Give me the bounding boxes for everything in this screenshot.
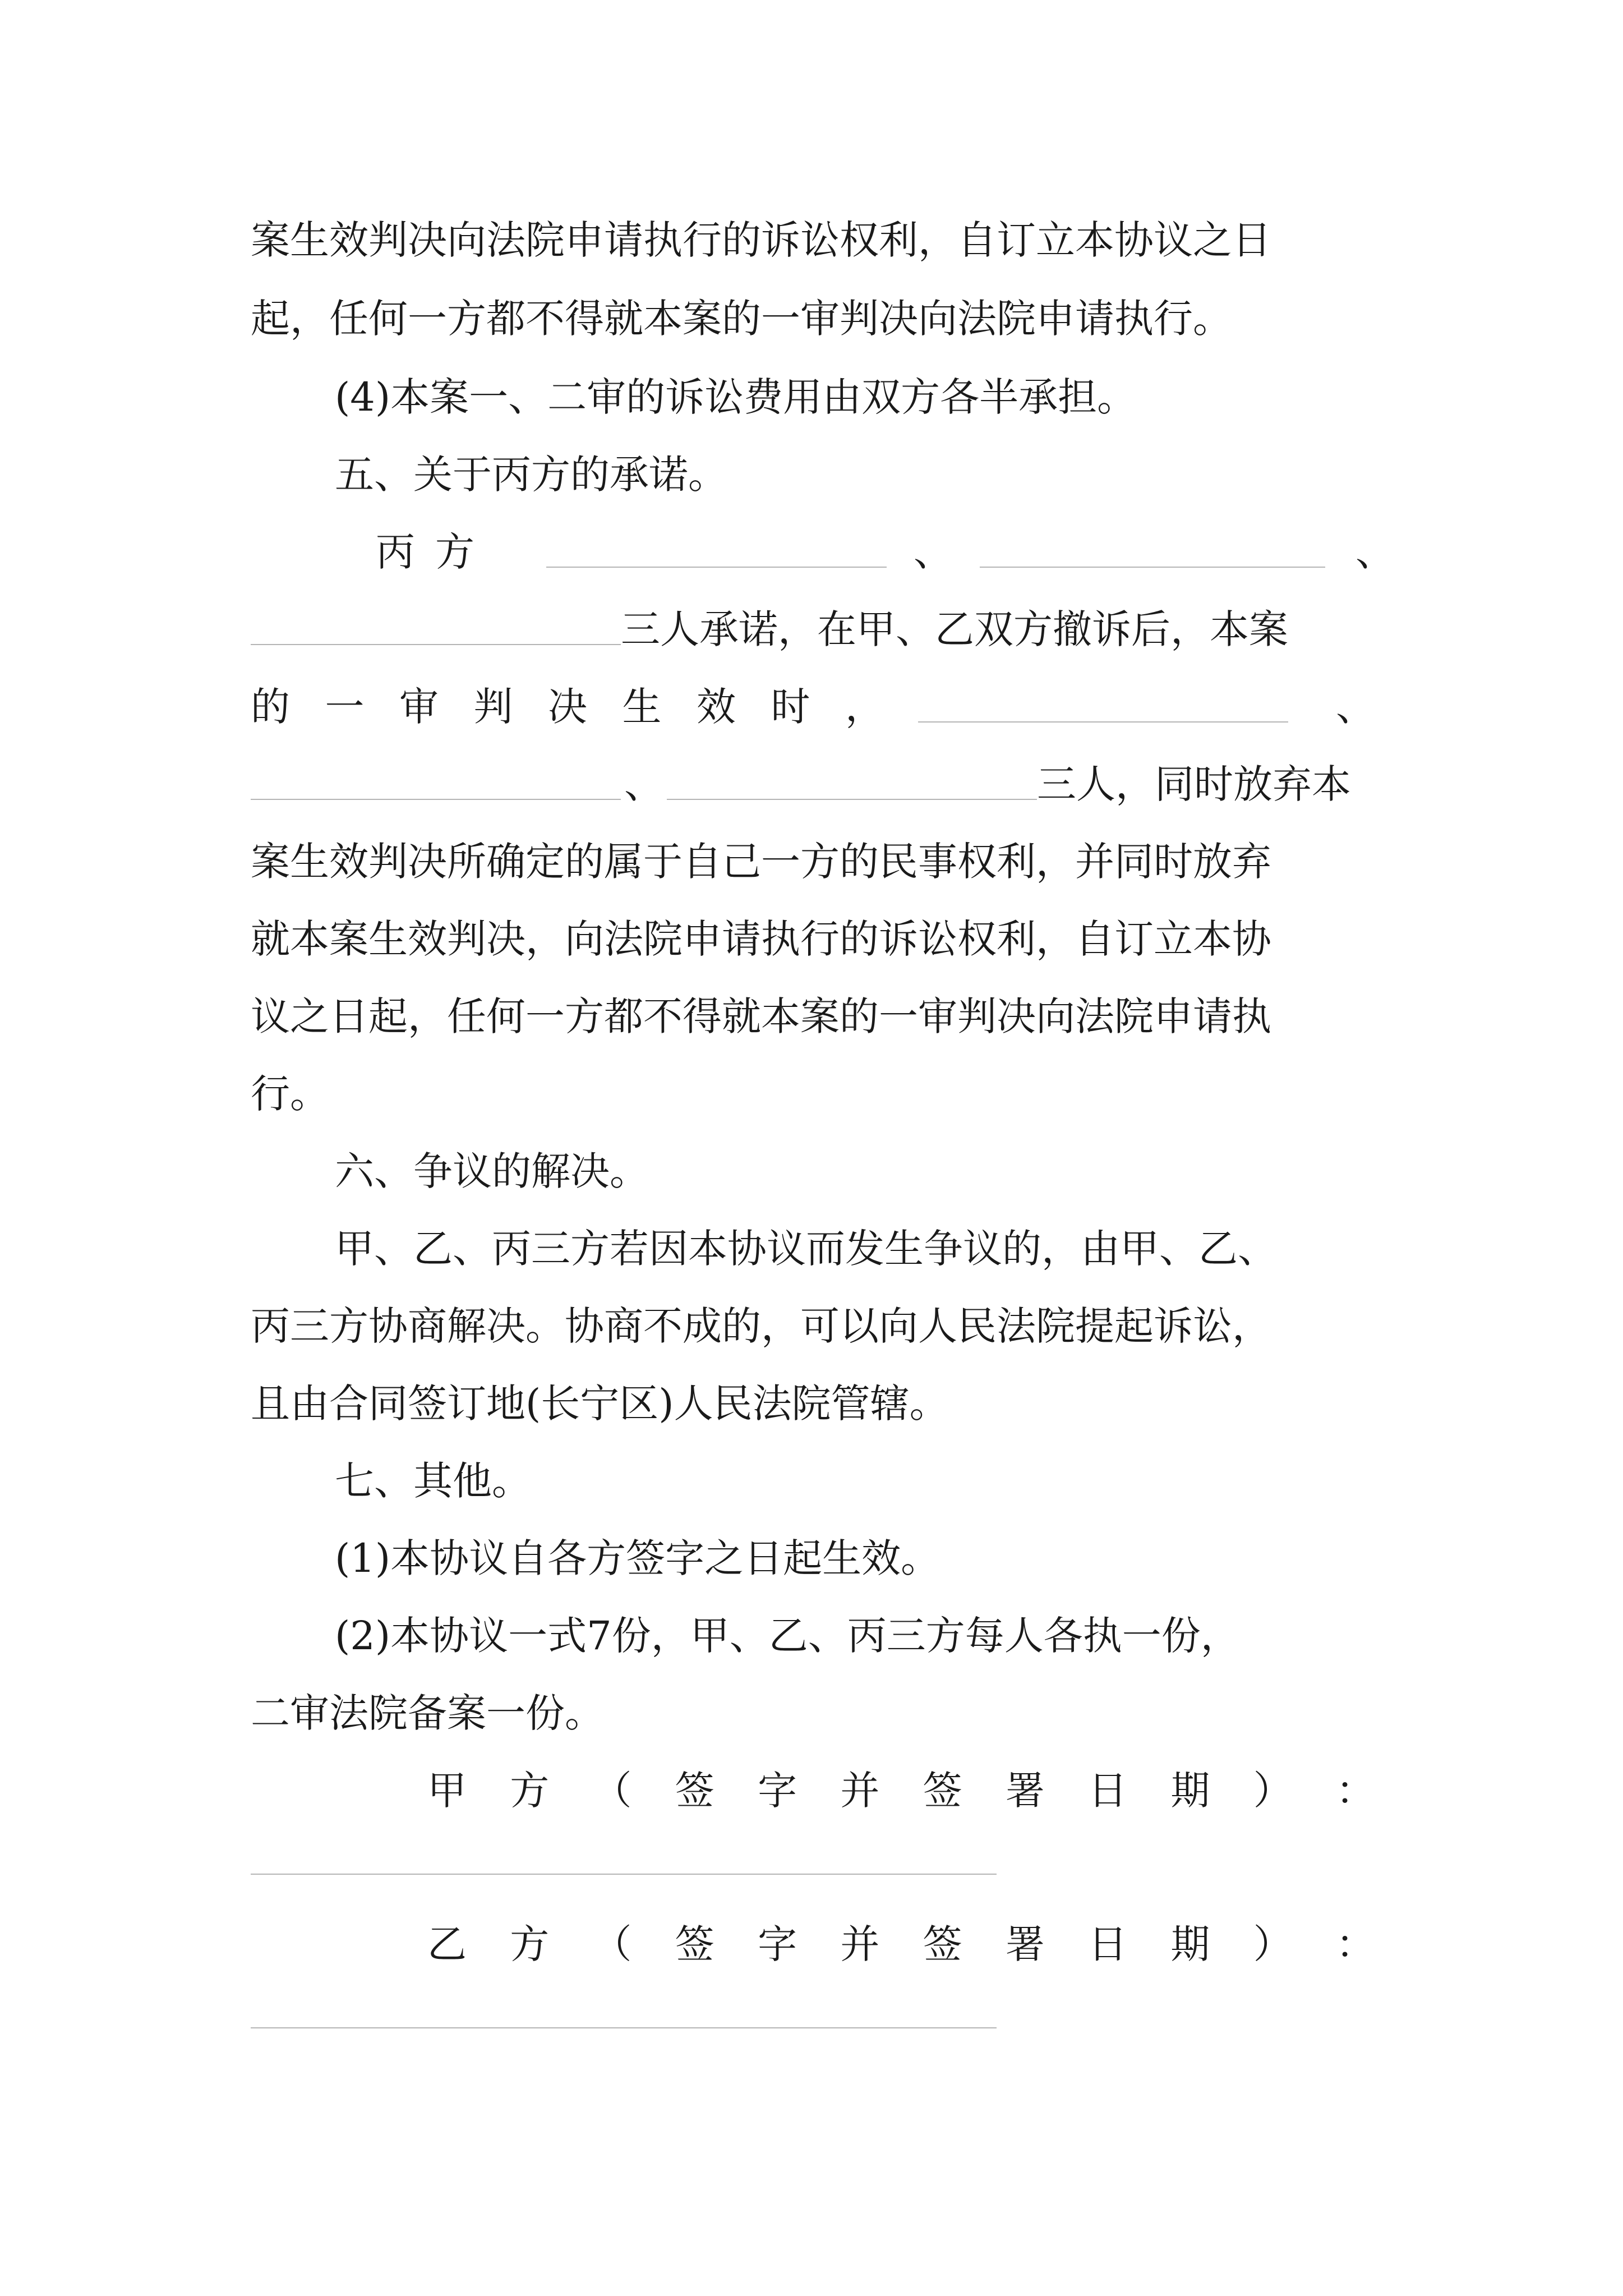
spread-char: 并 — [840, 1768, 880, 1814]
paragraph-line: 行。 — [251, 1071, 329, 1117]
separator: 、 — [1336, 684, 1375, 730]
spread-char: ） — [1253, 1768, 1293, 1814]
spread-char: 效 — [697, 684, 736, 730]
spread-char: 的 — [251, 684, 290, 730]
commitment-text: 三人承诺，在甲、乙双方撤诉后，本案 — [621, 606, 1288, 652]
paragraph-line: 议之日起，任何一方都不得就本案的一审判决向法院申请执 — [251, 993, 1271, 1039]
paragraph-line: 甲、乙、丙三方若因本协议而发生争议的，由甲、乙、 — [335, 1226, 1277, 1272]
spread-char: 署 — [1005, 1921, 1045, 1967]
paragraph-line — [251, 602, 1395, 656]
spread-char: 签 — [675, 1921, 714, 1967]
spread-char: （ — [592, 1921, 632, 1967]
spread-char: 期 — [1170, 1921, 1210, 1967]
party-b-signature-label — [427, 1917, 1375, 1971]
spread-char: 甲 — [427, 1768, 467, 1814]
spread-char: 签 — [675, 1768, 714, 1814]
name-blank[interactable] — [980, 567, 1325, 568]
spread-char: 签 — [923, 1768, 962, 1814]
party-a-signature-line[interactable] — [251, 1874, 997, 1875]
party-c-label: 丙方 — [376, 529, 495, 575]
spread-char: 署 — [1005, 1768, 1045, 1814]
spread-char: 方 — [510, 1921, 550, 1967]
item-4: (4)本案一、二审的诉讼费用由双方各半承担。 — [335, 374, 1137, 420]
paragraph-line: 二审法院备案一份。 — [251, 1690, 604, 1736]
spread-text — [251, 680, 884, 734]
spread-char: 签 — [923, 1921, 962, 1967]
spread-char: 生 — [622, 684, 662, 730]
paragraph-line: 就本案生效判决，向法院申请执行的诉讼权利，自订立本协 — [251, 916, 1271, 962]
paragraph-line: 起，任何一方都不得就本案的一审判决向法院申请执行。 — [251, 296, 1232, 342]
spread-char: ： — [1335, 1768, 1375, 1814]
section-7-heading: 七、其他。 — [335, 1458, 531, 1504]
paragraph-line: 案生效判决向法院申请执行的诉讼权利，自订立本协议之日 — [251, 217, 1271, 263]
name-blank[interactable] — [251, 644, 621, 645]
section-5-heading: 五、关于丙方的承诺。 — [335, 452, 727, 498]
spread-char: ： — [1335, 1921, 1375, 1967]
section-6-heading: 六、争议的解决。 — [335, 1148, 649, 1194]
spread-char: 期 — [1170, 1768, 1210, 1814]
spread-char: 方 — [510, 1768, 550, 1814]
paragraph-line — [251, 680, 1395, 734]
name-blank[interactable] — [546, 567, 887, 568]
spread-char: 审 — [399, 684, 439, 730]
paragraph-line — [251, 757, 1395, 811]
spread-char: ） — [1253, 1921, 1293, 1967]
party-a-signature-label — [427, 1764, 1375, 1818]
spread-char: 乙 — [427, 1921, 467, 1967]
paragraph-line: 且由合同签订地(长宁区)人民法院管辖。 — [251, 1381, 949, 1427]
item-1: (1)本协议自各方签字之日起生效。 — [335, 1535, 940, 1581]
spread-char: ， — [845, 684, 884, 730]
separator: 、 — [913, 529, 953, 575]
name-blank[interactable] — [918, 721, 1288, 723]
spread-char: 决 — [548, 684, 587, 730]
item-2: (2)本协议一式7份，甲、乙、丙三方每人各执一份， — [335, 1613, 1240, 1659]
paragraph-line: 丙三方协商解决。协商不成的，可以向人民法院提起诉讼， — [251, 1303, 1271, 1349]
spread-char: 时 — [771, 684, 810, 730]
party-c-line — [376, 525, 1395, 579]
spread-char: （ — [592, 1768, 632, 1814]
spread-char: 日 — [1088, 1921, 1128, 1967]
spread-char: 判 — [473, 684, 513, 730]
separator: 、 — [1355, 529, 1395, 575]
spread-char: 并 — [840, 1921, 880, 1967]
name-blank[interactable] — [251, 799, 621, 800]
paragraph-line: 案生效判决所确定的属于自己一方的民事权利，并同时放弃 — [251, 839, 1271, 885]
spread-char: 字 — [758, 1768, 797, 1814]
name-blank[interactable] — [667, 799, 1037, 800]
spread-char: 日 — [1088, 1768, 1128, 1814]
waiver-text: 三人，同时放弃本 — [1037, 761, 1351, 807]
spread-char: 字 — [758, 1921, 797, 1967]
separator: 、 — [624, 761, 663, 807]
party-b-signature-line[interactable] — [251, 2027, 997, 2028]
spread-char: 一 — [325, 684, 365, 730]
